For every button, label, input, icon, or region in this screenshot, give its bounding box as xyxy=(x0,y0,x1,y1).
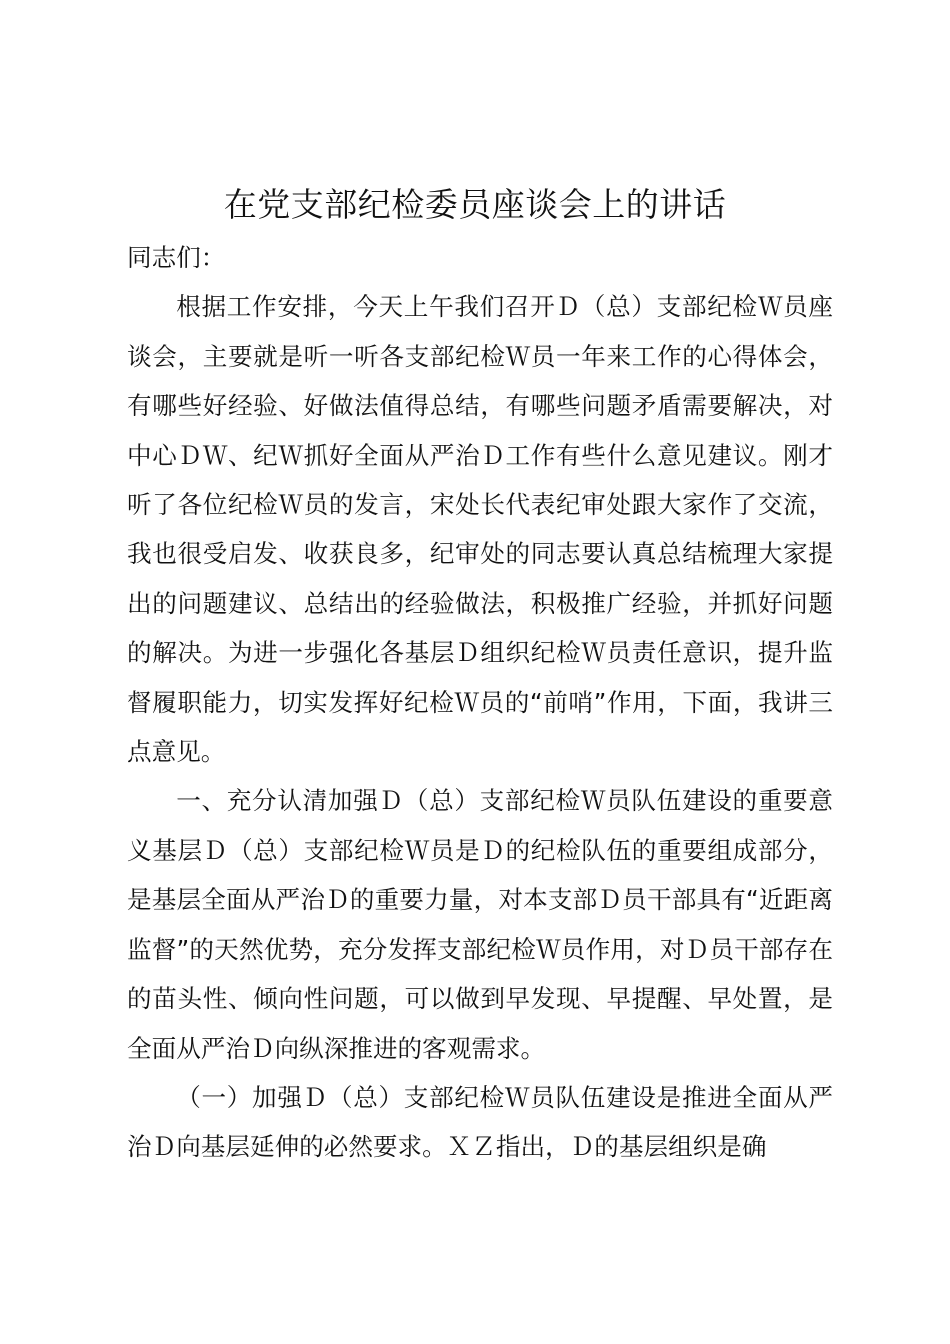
document-body xyxy=(127,233,833,1172)
paragraph-intro: 根据工作安排，今天上午我们召开Ｄ（总）支部纪检Ｗ员座谈会，主要就是听一听各支部纪检Ｗ员一年来工作的心得体会，有哪些好经验、好做法值得总结，有哪些问题矛盾需要解决，对中心ＤＷ、纪Ｗ抓好全面从严治Ｄ工作有些什么意见建议。刚才听了各位纪检Ｗ员的发言，宋处长代表纪审处跟大家作了交流，我也很受启发、收获良多，纪审处的同志要认真总结梳理大家提出的问题建议、总结出的经验做法，积极推广经验，并抓好问题的解决。为进一步强化各基层Ｄ组织纪检Ｗ员责任意识，提升监督履职能力，切实发挥好纪检Ｗ员的“前哨”作用，下面，我讲三点意见。 xyxy=(127,292,834,767)
salutation: 同志们： xyxy=(127,243,226,272)
document-title: 在党支部纪检委员座谈会上的讲话 xyxy=(223,185,727,224)
paragraph-section-one: 一、充分认清加强Ｄ（总）支部纪检Ｗ员队伍建设的重要意义基层Ｄ（总）支部纪检Ｗ员是Ｄ的纪检队伍的重要组成部分，是基层全面从严治Ｄ的重要力量，对本支部Ｄ员干部具有“近距离监督”的天然优势，充分发挥支部纪检Ｗ员作用，对Ｄ员干部存在的苗头性、倾向性问题，可以做到早发现、早提醒、早处置，是全面从严治Ｄ向纵深推进的客观需求。 xyxy=(127,786,833,1063)
paragraph-subsection-one: （一）加强Ｄ（总）支部纪检Ｗ员队伍建设是推进全面从严治Ｄ向基层延伸的必然要求。ＸＺ指出，Ｄ的基层组织是确 xyxy=(127,1082,833,1162)
